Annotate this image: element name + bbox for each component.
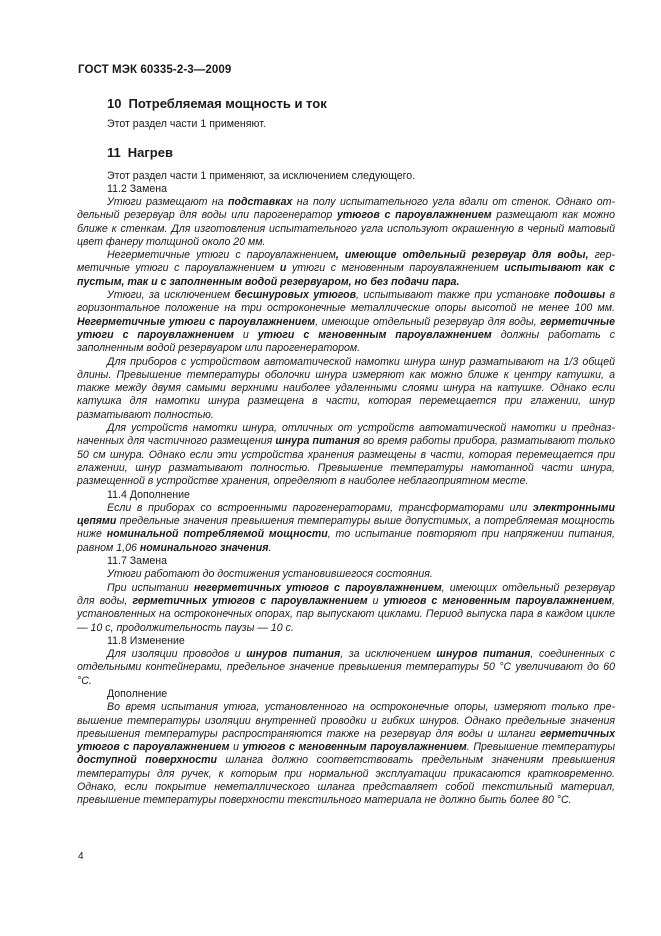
defined-term: герметичных утюгов с пароувлажнением	[77, 727, 615, 754]
section-11-heading: 11 Нагрев	[107, 145, 173, 160]
defined-term: номинального значения	[139, 541, 269, 554]
paragraph: Утюги, за исключением бесшнуровых утюгов, испытывают также при установке подошвы в горизонтальное положение на три остроконечные металлические опоры высотой не менее 100 мм. Негерметичные утюги с пароувлажнением, имеющие отдельный резервуар для воды, герметичные утюги с пароувлажнением и утюги с мгновенным пароувлажнением должны работать с заполненным водой резервуаром или парогенератором.	[77, 289, 616, 355]
defined-term: подставках	[228, 196, 293, 208]
defined-term: утюгов с мгновенным пароувлажнением	[383, 594, 613, 607]
page-header: ГОСТ МЭК 60335-2-3—2009	[78, 64, 232, 76]
defined-term: герметичные утюги с пароувлажнением	[77, 315, 615, 341]
defined-term: негерметичных утюгов с пароувлажнением	[193, 581, 442, 594]
defined-term: шнуров питания	[436, 648, 531, 661]
page-number: 4	[78, 851, 84, 862]
paragraph: Утюги размещают на подставках на полу испытательного угла вдали от стенок. Однако отдельный резервуар для воды или парогенератор утюгов с пароувлажнением размещают как можно ближе к стенкам. Для изготовления испытательного угла используют окрашенную в черный матовый цвет фанеру толщиной около 20 мм.	[77, 196, 615, 248]
paragraph: Для приборов с устройством автоматической намотки шнура шнур разматывают на 1/3 общей длины. Превышение температуры оболочки шнура измеряют как можно ближе к центру катушки, а также между двумя самыми верхними наиболее удаленными слоями шнура на катушке. Однако если катушка для намотки шнура размещена в части, которая перемещается при глажении, шнур разматывают полностью.	[77, 355, 615, 421]
paragraph: Для изоляции проводов и шнуров питания, за исключением шнуров питания, соединенных с отдельными контейнерами, предельное значение превышения температуры 50 °С увеличивают до 60 °С.	[77, 648, 616, 687]
defined-term: , имеющие отдельный резервуар для воды,	[335, 249, 595, 262]
defined-term: утюгов с мгновенным пароувлажнением	[242, 741, 467, 754]
defined-term: Негерметичные утюги с пароувлажнением	[77, 315, 316, 328]
paragraph: Утюги работают до достижения установившегося состояния.	[107, 568, 433, 581]
clause-11-2: 11.2 Замена	[107, 183, 167, 195]
defined-term: электронными цепями	[77, 501, 615, 528]
section-10-text: Этот раздел части 1 применяют.	[107, 118, 266, 130]
defined-term: номинальной потребляемой мощности	[106, 528, 328, 541]
defined-term: бесшнуровых утюгов	[234, 289, 356, 302]
section-11-intro: Этот раздел части 1 применяют, за исключением следующего.	[107, 170, 416, 182]
defined-term: герметичных утюгов с пароувлажнением	[132, 594, 368, 607]
defined-term: шнуров питания	[246, 648, 341, 661]
defined-term: испытывают как с пустым, так и с заполненным водой резервуаром, но без подачи пара.	[77, 262, 616, 288]
defined-term: утюги с мгновенным пароувлажнением	[257, 328, 492, 341]
addition-heading: Дополнение	[107, 687, 168, 700]
paragraph: При испытании негерметичных утюгов с пароувлажнением, имеющих отдельный резервуар для воды, герметичных утюгов с пароувлажнением и утюгов с мгновенным пароувлажнением, установленных на остроконечных опорах, пар выпускают циклами. Период выпуска пара в каждом цикле — 10 с, продолжительность паузы — 10 с.	[77, 581, 615, 634]
paragraph: Если в приборах со встроенными парогенераторами, трансформаторами или электронными цепями предельные значения превышения температуры выше допустимых, а потребляемая мощность ниже номинальной потребляемой мощности, то испытание повторяют при напряжении питания, равном 1,06 номинального значения.	[77, 501, 615, 554]
defined-term: подошвы	[554, 289, 606, 302]
defined-term: утюгов с пароувлажнением	[337, 209, 492, 222]
paragraph: Негерметичные утюги с пароувлажнением, имеющие отдельный резервуар для воды, герметичные утюги с пароувлажнением и утюги с мгновенным пароувлажнением испытывают как с пустым, так и с заполненным водой резервуаром, но без подачи пара.	[77, 249, 616, 288]
paragraph: Во время испытания утюга, установленного на остроконечные опоры, измеряют только превышение температуры изоляции внутренней проводки и гибких шнуров. Однако предельные значения превышения температуры распространяются также на резервуар для воды и шланги герметичных утюгов с пароувлажнением и утюгов с мгновенным пароувлажнением. Превышение температуры доступной поверхности шланга должно соответствовать предельным значениям превышения температуры для ручек, к которым при нормальной эксплуатации прикасаются кратковременно. Однако, если покрытие неметаллического шланга представляет собой текстильный материал, превышение температуры поверхности текстильного материала не должно быть более 80 °С.	[77, 701, 616, 807]
defined-term: и	[274, 262, 292, 275]
defined-term: шнура питания	[275, 435, 360, 448]
paragraph: Для устройств намотки шнура, отличных от устройств автоматической намотки и предназначенных для частичного размещения шнура питания во время работы прибора, разматывают только 50 см шнура. Однако если эти устройства хранения размещены в части, которая перемещается при глажении, шнур разматывают полностью. Превышение температуры намотанной части шнура, размещенной в устройстве хранения, определяют в наиболее неблагоприятном месте.	[77, 422, 615, 488]
defined-term: доступной поверхности	[77, 754, 218, 767]
clause-11-4: 11.4 Дополнение	[107, 488, 190, 501]
clause-11-8: 11.8 Изменение	[107, 634, 185, 647]
section-10-heading: 10 Потребляемая мощность и ток	[107, 96, 327, 111]
section-11-body	[77, 196, 615, 808]
clause-11-7: 11.7 Замена	[107, 555, 167, 568]
